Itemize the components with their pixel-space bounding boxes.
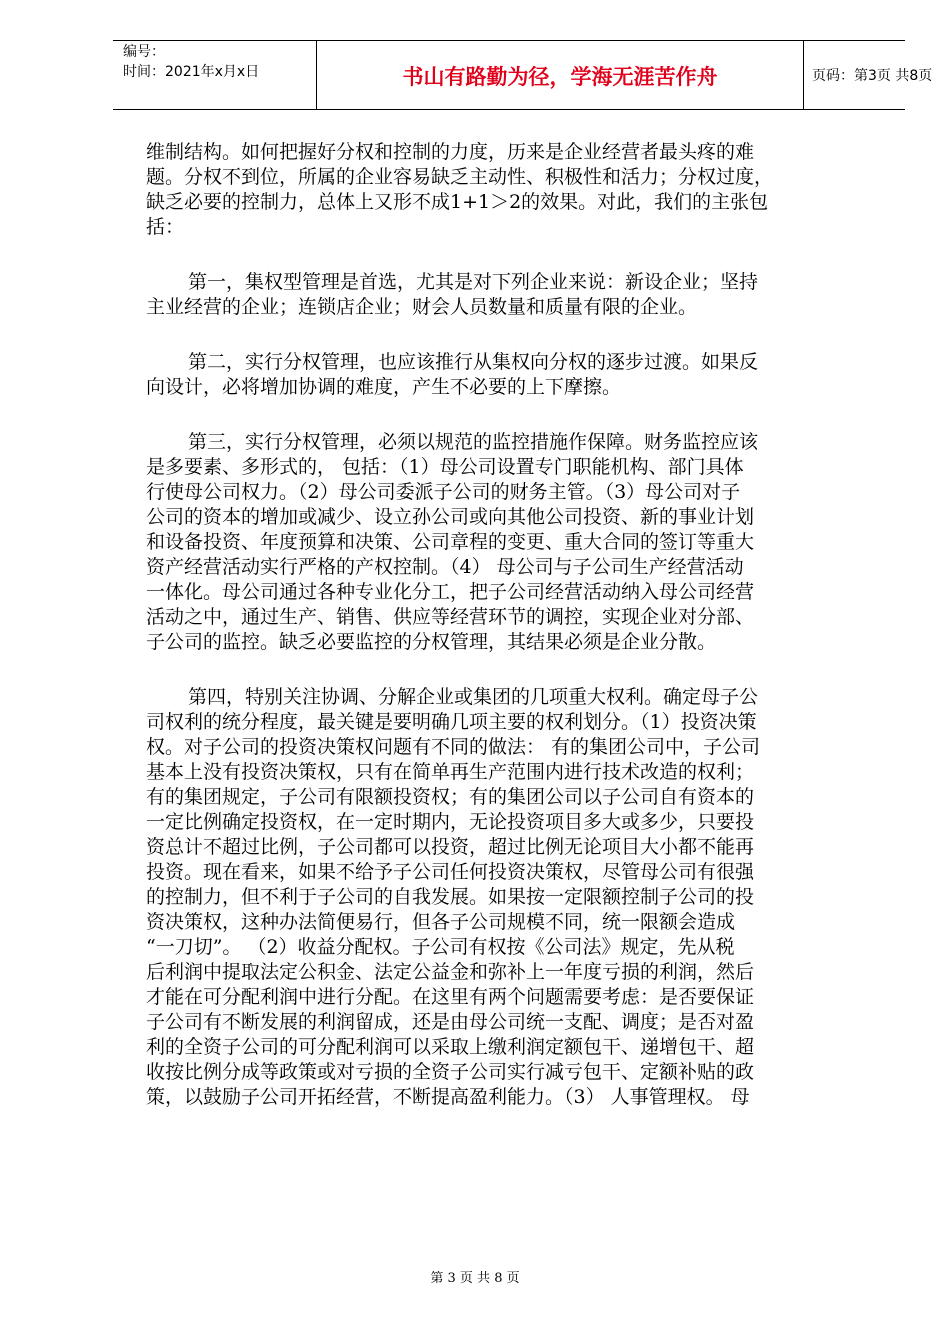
paragraph-spacer (146, 320, 876, 350)
paragraph (146, 270, 876, 320)
text-line: 缺乏必要的控制力，总体上又形不成1+1＞2的效果。对此，我们的主张包 (146, 191, 769, 213)
text-line: 括： (146, 216, 185, 238)
text-line: 投资。现在看来，如果不给予子公司任何投资决策权，尽管母公司有很强 (146, 861, 755, 883)
paragraph (146, 430, 876, 655)
paragraph (146, 350, 876, 400)
document-time-label: 时间：2021年x月x日 (123, 64, 260, 80)
text-line: 资决策权，这种办法简便易行，但各子公司规模不同，统一限额会造成 (146, 911, 736, 933)
text-line: 子公司的监控。缺乏必要监控的分权管理，其结果必须是企业分散。 (146, 631, 717, 653)
page-footer-number: 第 3 页 共 8 页 (430, 1271, 520, 1286)
text-line: 子公司有不断发展的利润留成，还是由母公司统一支配、调度；是否对盈 (146, 1011, 755, 1033)
text-line: 向设计，必将增加协调的难度，产生不必要的上下摩擦。 (146, 376, 622, 398)
text-line: 司权利的统分程度，最关键是要明确几项主要的权利划分。（1）投资决策 (146, 711, 757, 733)
paragraph (146, 140, 876, 240)
text-line: 维制结构。如何把握好分权和控制的力度，历来是企业经营者最头疼的难 (146, 141, 755, 163)
text-line: 行使母公司权力。（2）母公司委派子公司的财务主管。（3）母公司对子 (146, 481, 741, 503)
paragraph-spacer (146, 655, 876, 685)
text-line: 第一，集权型管理是首选，尤其是对下列企业来说：新设企业；坚持 (188, 271, 759, 293)
text-line: 才能在可分配利润中进行分配。在这里有两个问题需要考虑：是否要保证 (146, 986, 755, 1008)
text-line: 利的全资子公司的可分配利润可以采取上缴利润定额包干、递增包干、超 (146, 1036, 755, 1058)
paragraph-spacer (146, 240, 876, 270)
text-line: “一刀切”。 （2）收益分配权。子公司有权按《公司法》规定，先从税 (146, 936, 735, 958)
text-line: 公司的资本的增加或减少、设立孙公司或向其他公司投资、新的事业计划 (146, 506, 755, 528)
page-header (113, 40, 933, 110)
document-number-label: 编号： (123, 44, 165, 60)
text-line: 第四，特别关注协调、分解企业或集团的几项重大权利。确定母子公 (188, 686, 759, 708)
text-line: 基本上没有投资决策权，只有在简单再生产范围内进行技术改造的权利； (146, 761, 755, 783)
text-line: 题。分权不到位，所属的企业容易缺乏主动性、积极性和活力；分权过度， (146, 166, 774, 188)
header-page-cell (803, 41, 933, 109)
text-line: 一定比例确定投资权，在一定时期内，无论投资项目多大或多少，只要投 (146, 811, 755, 833)
text-line: 和设备投资、年度预算和决策、公司章程的变更、重大合同的签订等重大 (146, 531, 755, 553)
text-line: 资产经营活动实行严格的产权控制。（4） 母公司与子公司生产经营活动 (146, 556, 744, 578)
paragraph-spacer (146, 400, 876, 430)
text-line: 后利润中提取法定公积金、法定公益金和弥补上一年度亏损的利润，然后 (146, 961, 755, 983)
text-line: 第二，实行分权管理，也应该推行从集权向分权的逐步过渡。如果反 (188, 351, 759, 373)
text-line: 收按比例分成等政策或对亏损的全资子公司实行减亏包干、定额补贴的政 (146, 1061, 755, 1083)
text-line: 有的集团规定，子公司有限额投资权；有的集团公司以子公司自有资本的 (146, 786, 755, 808)
text-line: 是多要素、多形式的， 包括：（1）母公司设置专门职能机构、部门具体 (146, 456, 744, 478)
header-motto-cell (316, 41, 804, 109)
text-line: 第三，实行分权管理，必须以规范的监控措施作保障。财务监控应该 (188, 431, 759, 453)
document-body (146, 140, 876, 1110)
text-line: 策，以鼓励子公司开拓经营，不断提高盈利能力。（3） 人事管理权。 母 (146, 1086, 750, 1108)
text-line: 活动之中，通过生产、销售、供应等经营环节的调控，实现企业对分部、 (146, 606, 755, 628)
text-line: 的控制力，但不利于子公司的自我发展。如果按一定限额控制子公司的投 (146, 886, 755, 908)
paragraph (146, 685, 876, 1110)
text-line: 资总计不超过比例，子公司都可以投资，超过比例无论项目大小都不能再 (146, 836, 755, 858)
text-line: 一体化。母公司通过各种专业化分工，把子公司经营活动纳入母公司经营 (146, 581, 755, 603)
header-page-number: 页码：第3页 共8页 (812, 68, 933, 84)
text-line: 主业经营的企业；连锁店企业；财会人员数量和质量有限的企业。 (146, 296, 698, 318)
header-meta-cell (113, 41, 316, 109)
header-motto: 书山有路勤为径，学海无涯苦作舟 (402, 65, 718, 89)
text-line: 权。对子公司的投资决策权问题有不同的做法： 有的集团公司中，子公司 (146, 736, 761, 758)
